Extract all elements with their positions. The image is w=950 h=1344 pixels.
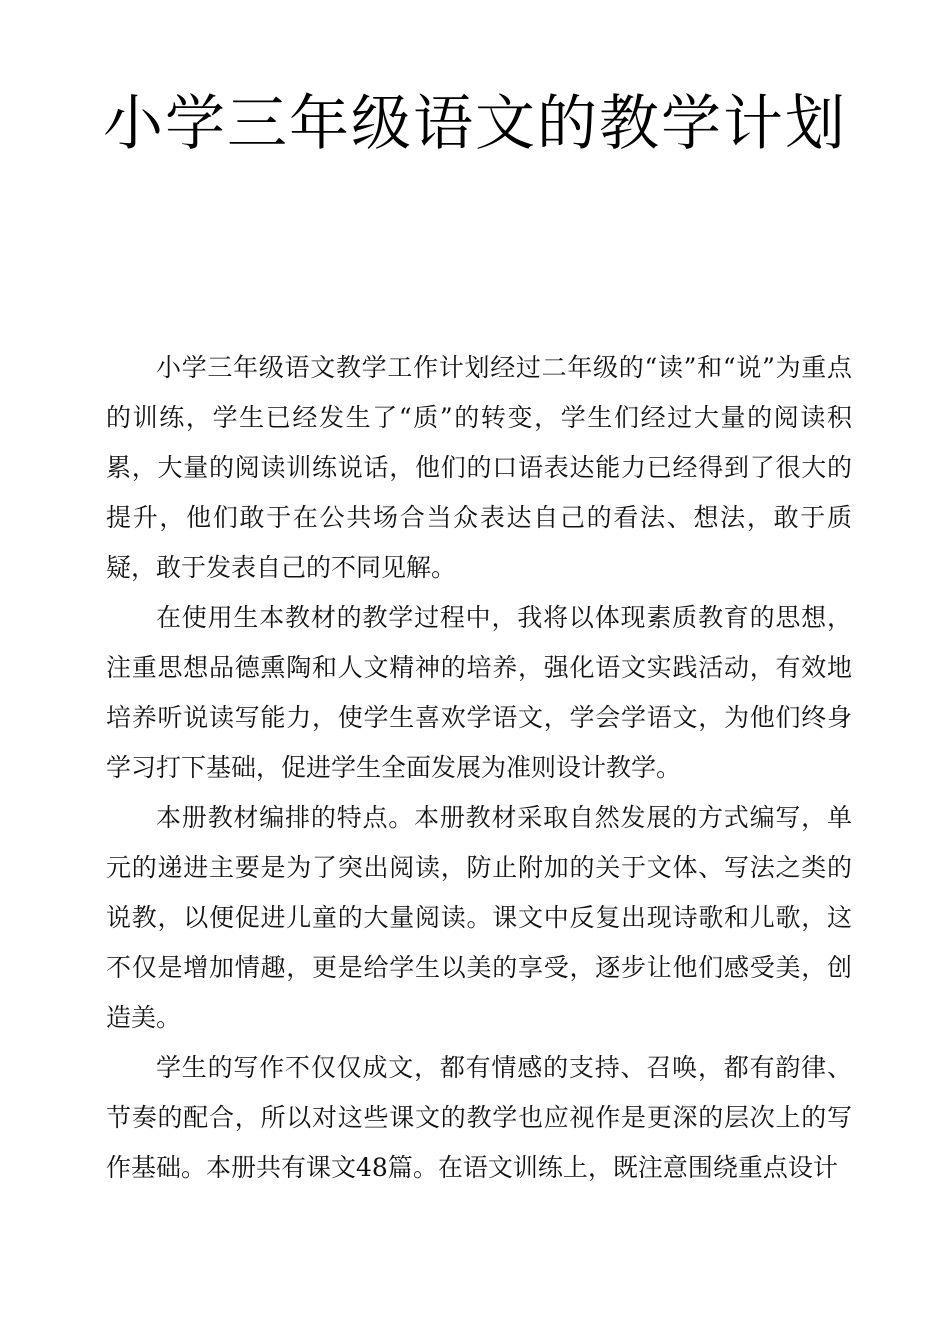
paragraph-4: 学生的写作不仅仅成文，都有情感的支持、召唤，都有韵律、节奏的配合，所以对这些课文的教学也应视作是更深的层次上的写作基础。本册共有课文48篇。在语文训练上，既注意围绕重点设计: [106, 1053, 852, 1182]
document-title: 小学三年级语文的教学计划: [103, 89, 847, 159]
document-body: [106, 343, 852, 1193]
paragraph-3: 本册教材编排的特点。本册教材采取自然发展的方式编写，单元的递进主要是为了突出阅读，防止附加的关于文体、写法之类的说教，以便促进儿童的大量阅读。课文中反复出现诗歌和儿歌，这不仅是增加情趣，更是给学生以美的享受，逐步让他们感受美，创造美。: [106, 803, 852, 1032]
paragraph-1: 小学三年级语文教学工作计划经过二年级的“读”和“说”为重点的训练，学生已经发生了“质”的转变，学生们经过大量的阅读积累，大量的阅读训练说话，他们的口语表达能力已经得到了很大的提升，他们敢于在公共场合当众表达自己的看法、想法，敢于质疑，敢于发表自己的不同见解。: [106, 353, 852, 582]
paragraph-2: 在使用生本教材的教学过程中，我将以体现素质教育的思想，注重思想品德熏陶和人文精神的培养，强化语文实践活动，有效地培养听说读写能力，使学生喜欢学语文，学会学语文，为他们终身学习打下基础，促进学生全面发展为准则设计教学。: [106, 603, 852, 782]
